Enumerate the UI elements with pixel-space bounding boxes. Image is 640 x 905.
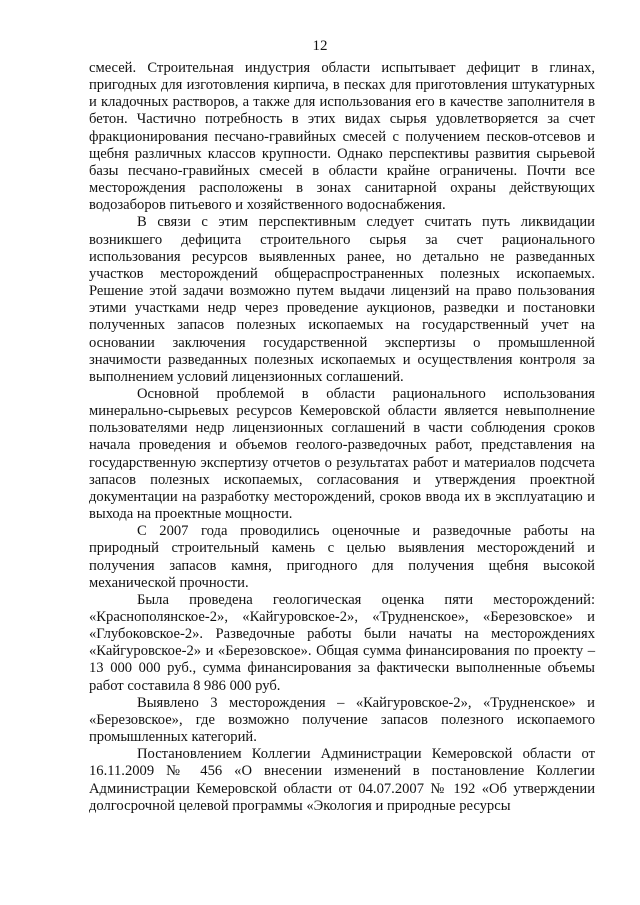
paragraph: Была проведена геологическая оценка пяти месторождений: «Краснополянское-2», «Кайгуровское-2», «Трудненское», «Березовское» и «Глубоковское-2». Разведочные работы были начаты на месторождениях «Кайгуровское-2» и «Березовское». Общая сумма финансирования по проекту – 13 000 000 руб., сумма финансирования за фактически выполненные объемы работ составила 8 986 000 руб. <box>89 591 595 694</box>
paragraph: Постановлением Коллегии Администрации Кемеровской области от 16.11.2009 № 456 «О внесении изменений в постановление Коллегии Администрации Кемеровской области от 04.07.2007 № 192 «Об утверждении долгосрочной целевой программы «Экология и природные ресурсы <box>89 746 595 814</box>
paragraph: Выявлено 3 месторождения – «Кайгуровское-2», «Трудненское» и «Березовское», где возможно получение запасов полезного ископаемого промышленных категорий. <box>89 694 595 746</box>
body-text <box>89 60 595 815</box>
paragraph-continuation: смесей. Строительная индустрия области испытывает дефицит в глинах, пригодных для изготовления кирпича, в песках для приготовления штукатурных и кладочных растворов, а также для использования его в качестве заполнителя в бетон. Частично потребность в этих видах сырья удовлетворяется за счет фракционирования песчано-гравийных смесей с получением песков-отсевов и щебня различных классов крупности. Однако перспективы развития сырьевой базы песчано-гравийных смесей в области крайне ограничены. Почти все месторождения расположены в зонах санитарной охраны действующих водозаборов питьевого и хозяйственного водоснабжения. <box>89 60 595 214</box>
paragraph: Основной проблемой в области рационального использования минерально-сырьевых ресурсов Кемеровской области является невыполнение пользователями недр лицензионных соглашений в части соблюдения сроков начала проведения и объемов геолого-разведочных работ, представления на государственную экспертизу отчетов о результатах работ и материалов подсчета запасов полезных ископаемых, согласования и утверждения проектной документации на разработку месторождений, сроков ввода их в эксплуатацию и выхода на проектные мощности. <box>89 385 595 523</box>
paragraph: С 2007 года проводились оценочные и разведочные работы на природный строительный камень с целью выявления месторождений и получения запасов камня, пригодного для получения щебня высокой механической прочности. <box>89 523 595 591</box>
paragraph: В связи с этим перспективным следует считать путь ликвидации возникшего дефицита строительного сырья за счет рационального использования ресурсов выявленных ранее, но детально не разведанных участков месторождений общераспространенных полезных ископаемых. Решение этой задачи возможно путем выдачи лицензий на право пользования этими участками недр через проведение аукционов, разведки и постановки полученных запасов полезных ископаемых на государственный учет на основании заключения государственной экспертизы о промышленной значимости разведанных полезных ископаемых и осуществления контроля за выполнением условий лицензионных соглашений. <box>89 214 595 385</box>
page-number: 12 <box>312 38 328 54</box>
